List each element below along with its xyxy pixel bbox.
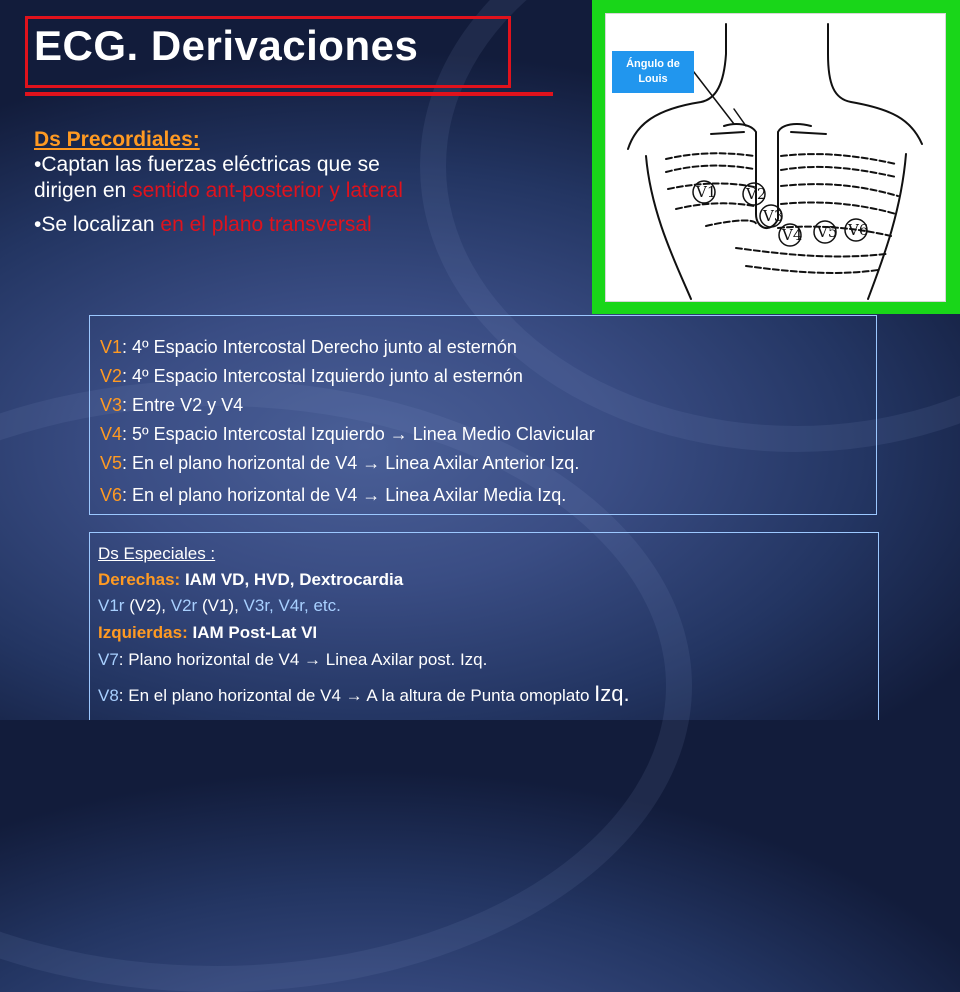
lead-row-v2: V2: 4º Espacio Intercostal Izquierdo junto al esternón <box>100 366 523 386</box>
lead-row-v3: V3: Entre V2 y V4 <box>100 395 244 415</box>
lead-marker-v4 <box>779 224 802 246</box>
intro-bullet-1-highlight: sentido ant-posterior y lateral <box>132 179 403 202</box>
intro-bullet-1-text: •Captan las fuerzas eléctricas que se <box>34 153 380 176</box>
svg-text:V6: V6 <box>848 221 869 239</box>
lead-marker-v3 <box>760 205 783 227</box>
intro-bullet-2-highlight: en el plano transversal <box>160 213 372 236</box>
lead-marker-v6 <box>845 219 868 241</box>
svg-text:V5: V5 <box>817 223 838 241</box>
angulo-de-louis-label: Ángulo de Louis <box>612 51 694 93</box>
svg-text:V2: V2 <box>746 185 767 203</box>
svg-text:V4: V4 <box>782 226 803 244</box>
intro-bullet-2 <box>34 212 574 238</box>
special-right-row: Derechas: IAM VD, HVD, Dextrocardia <box>98 570 404 589</box>
intro-bullet-1-text-2: dirigen en <box>34 179 133 202</box>
svg-text:V3: V3 <box>763 207 784 225</box>
title-underline <box>25 92 553 96</box>
special-heading: Ds Especiales : <box>98 544 216 563</box>
lead-row-v4: V4: 5º Espacio Intercostal Izquierdo → Linea Medio Clavicular <box>100 424 595 444</box>
lead-marker-v1 <box>693 181 716 203</box>
slide-title: ECG. Derivaciones <box>34 22 419 69</box>
intro-bullet-1 <box>34 152 574 204</box>
intro-bullet-2-text: •Se localizan <box>34 213 161 236</box>
intro-block <box>34 128 574 238</box>
lead-row-v5: V5: En el plano horizontal de V4 → Linea Axilar Anterior Izq. <box>100 453 580 473</box>
special-v8-row: V8: En el plano horizontal de V4 → A la altura de Punta omoplato Izq. <box>98 681 630 706</box>
intro-heading: Ds Precordiales: <box>34 128 200 151</box>
lead-marker-v2 <box>743 183 766 205</box>
lead-row-v1: V1: 4º Espacio Intercostal Derecho junto al esternón <box>100 337 517 357</box>
lead-marker-v5 <box>814 221 837 243</box>
special-v7-row: V7: Plano horizontal de V4 → Linea Axilar post. Izq. <box>98 650 488 669</box>
special-left-row: Izquierdas: IAM Post-Lat VI <box>98 623 318 642</box>
special-right-leads: V1r (V2), V2r (V1), V3r, V4r, etc. <box>98 596 341 615</box>
svg-text:V1: V1 <box>696 183 717 201</box>
lead-row-v6: V6: En el plano horizontal de V4 → Linea Axilar Media Izq. <box>100 485 567 505</box>
